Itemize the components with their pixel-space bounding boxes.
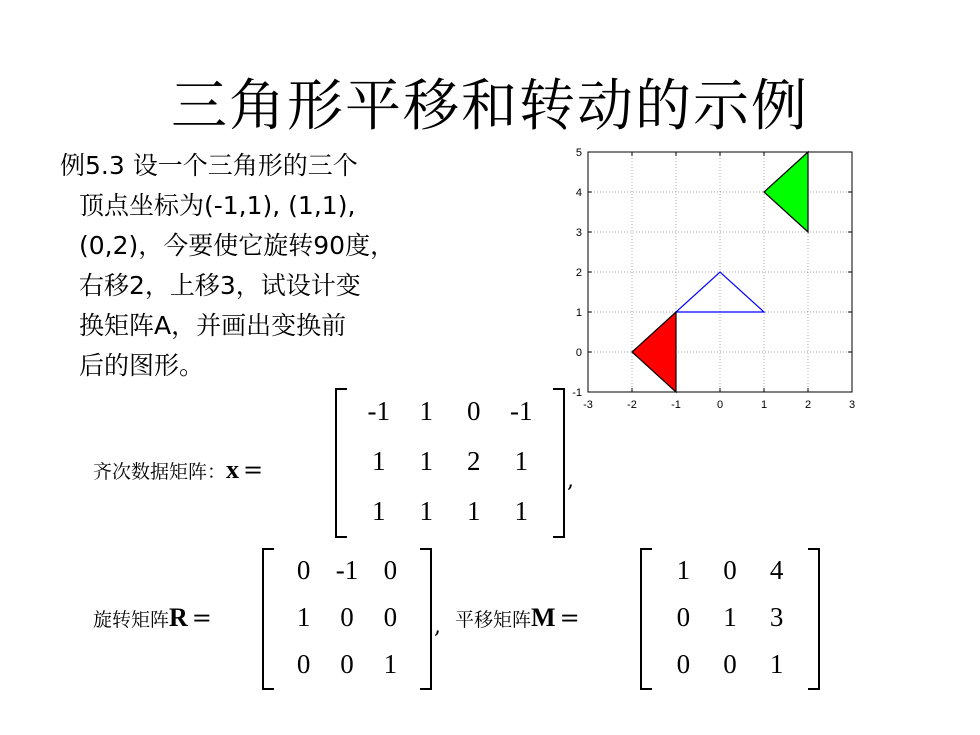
matrix-cell: 0 <box>383 554 398 585</box>
matrix-r-comma: , <box>434 614 441 639</box>
matrix-r-label <box>93 603 216 633</box>
matrix-x-equals: = <box>243 456 264 484</box>
y-tick-label: 1 <box>575 307 582 319</box>
matrix-cell: 0 <box>676 649 691 680</box>
x-tick-label: 2 <box>804 399 812 411</box>
right-bracket <box>553 388 565 538</box>
matrix-cell: 0 <box>723 649 737 680</box>
matrix-cell: 1 <box>676 554 691 585</box>
matrix-cell: 0 <box>676 602 691 632</box>
y-tick-label: 4 <box>575 187 582 199</box>
x-tick-label: -2 <box>627 399 637 411</box>
matrix-x <box>335 388 565 538</box>
matrix-cell: 2 <box>467 446 481 476</box>
matrix-cell: 1 <box>419 496 433 526</box>
problem-line: 例5.3 设一个三角形的三个 <box>60 151 358 180</box>
problem-line: 顶点坐标为(-1,1), (1,1), <box>79 191 356 220</box>
left-bracket <box>335 388 347 538</box>
matrix-x-symbol: x <box>226 455 240 484</box>
matrix-cell: 0 <box>340 602 354 632</box>
right-bracket <box>808 548 820 690</box>
matrix-r-caption: 旋转矩阵 <box>93 609 170 631</box>
matrix-cell: -1 <box>367 396 390 426</box>
matrix-cell: 0 <box>723 554 737 585</box>
matrix-cell: 4 <box>769 554 784 585</box>
problem-line: 后的图形。 <box>79 351 205 380</box>
matrix-r-equals: = <box>191 604 212 632</box>
matrix-cell: 0 <box>296 649 311 680</box>
matrix-m-symbol: M <box>531 603 556 632</box>
y-tick-label: 0 <box>575 347 582 359</box>
y-tick-label: 2 <box>575 267 582 279</box>
right-bracket <box>420 548 432 690</box>
matrix-cell: -1 <box>510 396 533 426</box>
y-tick-label: -1 <box>572 387 582 399</box>
matrix-r <box>262 548 432 690</box>
problem-line: 右移2，上移3，试设计变 <box>79 271 361 300</box>
matrix-cell: 3 <box>769 602 784 632</box>
matrix-x-caption: 齐次数据矩阵： <box>93 461 227 483</box>
matrix-x-label <box>93 455 267 485</box>
matrix-cell: 1 <box>372 496 386 526</box>
matrix-cell: 1 <box>514 496 528 526</box>
matrix-cell: 1 <box>723 602 737 632</box>
x-tick-label: 0 <box>716 399 724 411</box>
problem-line: (0,2)，今要使它旋转90度， <box>79 231 396 260</box>
x-tick-label: 1 <box>760 399 768 411</box>
matrix-cell: 0 <box>340 649 354 680</box>
matrix-cell: 1 <box>467 496 481 526</box>
x-tick-label: -3 <box>583 399 593 411</box>
matrix-r-symbol: R <box>169 603 188 632</box>
matrix-m-label <box>455 603 584 633</box>
matrix-m <box>640 548 820 690</box>
matrix-x-comma: , <box>567 468 574 493</box>
matrix-cell: -1 <box>335 554 359 585</box>
matrix-cell: 1 <box>419 446 433 476</box>
x-tick-label: 3 <box>848 399 856 411</box>
matrix-cell: 0 <box>296 554 311 585</box>
matrix-cell: 1 <box>372 446 386 476</box>
problem-text <box>60 146 490 386</box>
matrix-cell: 1 <box>769 649 784 680</box>
y-tick-label: 5 <box>575 147 582 159</box>
matrix-cell: 1 <box>383 649 398 680</box>
matrix-m-caption: 平移矩阵 <box>455 609 532 631</box>
matrix-cell: 1 <box>296 602 311 632</box>
problem-line: 换矩阵A，并画出变换前 <box>79 311 347 340</box>
left-bracket <box>262 548 274 690</box>
matrix-cell: 0 <box>467 396 481 426</box>
slide-title: 三角形平移和转动的示例 <box>171 74 809 139</box>
left-bracket <box>640 548 652 690</box>
matrix-cell: 1 <box>419 396 433 426</box>
triangle-plot <box>560 140 865 425</box>
matrix-m-equals: = <box>559 604 580 632</box>
matrix-cell: 1 <box>514 446 528 476</box>
y-tick-label: 3 <box>575 227 582 239</box>
matrix-cell: 0 <box>383 602 398 632</box>
x-tick-label: -1 <box>671 399 681 411</box>
